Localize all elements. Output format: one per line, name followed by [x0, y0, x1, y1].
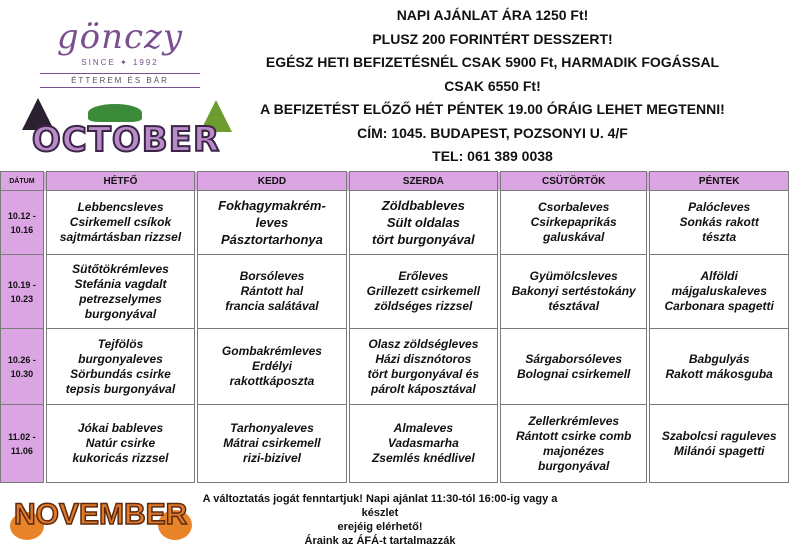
- menu-cell: [650, 191, 789, 255]
- menu-item-line: francia salátával: [225, 299, 319, 313]
- menu-item-line: burgonyaleves: [78, 351, 163, 366]
- header-thursday: CSÜTÖRTÖK: [500, 172, 646, 191]
- menu-item-line: Csirkemell csíkok: [69, 215, 172, 229]
- menu-item-line: tepsis burgonyával: [65, 381, 176, 396]
- weekly-menu-table: [0, 171, 789, 483]
- menu-item-line: tört burgonyával: [372, 232, 475, 247]
- menu-item-line: Milánói spagetti: [673, 443, 765, 458]
- menu-cell: [46, 405, 194, 483]
- menu-item-line: Erőleves: [398, 269, 449, 283]
- footer-note: [200, 492, 560, 548]
- menu-item-line: Tejfölös: [97, 336, 144, 351]
- menu-item-line: Házi disznótoros: [375, 351, 472, 366]
- menu-item-line: Alföldi: [700, 269, 738, 283]
- menu-item-line: sajtmártásban rizzsel: [59, 230, 182, 244]
- menu-item-line: Mátrai csirkemell: [223, 436, 321, 450]
- table-row: [1, 405, 789, 483]
- menu-item-line: Stefánia vagdalt: [74, 276, 167, 291]
- menu-item-line: Rántott hal: [240, 284, 304, 298]
- menu-item-line: Szabolcsi raguleves: [661, 428, 777, 443]
- menu-item-line: Carbonara spagetti: [664, 299, 774, 313]
- headline-address: CÍM: 1045. BUDAPEST, POZSONYI U. 4/F: [357, 124, 628, 141]
- logo-name: gönczy: [56, 17, 184, 57]
- logo-tagline: ÉTTEREM ÉS BÁR: [40, 73, 200, 88]
- header-tuesday: KEDD: [198, 172, 347, 191]
- menu-cell: [198, 405, 347, 483]
- headline-weekly-third: CSAK 6550 Ft!: [444, 77, 541, 94]
- week-date-text: 10.19 -: [7, 279, 36, 290]
- menu-cell: [500, 255, 646, 329]
- menu-cell: [349, 329, 497, 405]
- table-row: [1, 191, 789, 255]
- week-date-cell: [1, 405, 44, 483]
- menu-cell: [500, 191, 646, 255]
- menu-cell: [198, 191, 347, 255]
- week-date-text: 11.02 -: [8, 431, 36, 442]
- week-date-text: 11.06: [10, 445, 33, 456]
- header-friday: PÉNTEK: [650, 172, 789, 191]
- headline-payment-deadline: A BEFIZETÉST ELŐZŐ HÉT PÉNTEK 19.00 ÓRÁIG LEHET MEGTENNI!: [260, 101, 725, 117]
- header-date: DÁTUM: [1, 172, 44, 191]
- restaurant-logo: [40, 18, 200, 98]
- menu-item-line: Vadasmarha: [387, 436, 459, 450]
- menu-cell: [349, 255, 497, 329]
- week-date-cell: [1, 329, 44, 405]
- menu-item-line: Tarhonyaleves: [230, 421, 314, 435]
- menu-cell: [198, 329, 347, 405]
- menu-item-line: Babgulyás: [688, 351, 750, 366]
- headline-price: NAPI AJÁNLAT ÁRA 1250 Ft!: [396, 7, 589, 23]
- menu-item-line: Sonkás rakott: [679, 215, 759, 229]
- menu-item-line: Olasz zöldségleves: [368, 336, 479, 351]
- week-date-text: 10.26 -: [7, 354, 36, 365]
- headline-block: [200, 4, 785, 169]
- table-header-row: [1, 172, 789, 191]
- menu-item-line: Erdélyi: [251, 359, 292, 373]
- menu-item-line: Almaleves: [393, 421, 454, 435]
- menu-item-line: Zellerkrémleves: [528, 413, 620, 428]
- menu-item-line: Sörbundás csirke: [70, 366, 171, 381]
- table-row: [1, 329, 789, 405]
- week-date-text: 10.23: [10, 293, 34, 304]
- menu-item-line: zöldséges rizzsel: [374, 299, 473, 313]
- logo-since: SINCE ✦ 1992: [81, 58, 159, 67]
- menu-item-line: Zsemlés knédlivel: [371, 451, 475, 465]
- menu-cell: [349, 191, 497, 255]
- headline-dessert: PLUSZ 200 FORINTÉRT DESSZERT!: [372, 30, 613, 47]
- menu-item-line: burgonyával: [84, 306, 157, 321]
- table-row: [1, 255, 789, 329]
- week-date-text: 10.16: [10, 224, 34, 235]
- menu-item-line: Gyümölcsleves: [529, 269, 618, 283]
- menu-item-line: tészta: [702, 230, 737, 244]
- menu-item-line: Rántott csirke comb: [516, 428, 632, 443]
- menu-item-line: Pásztortarhonya: [221, 232, 323, 247]
- november-title: NOVEMBER: [14, 498, 188, 531]
- week-date-text: 10.12 -: [7, 210, 36, 221]
- week-date-text: 10.30: [10, 368, 34, 379]
- menu-cell: [650, 255, 789, 329]
- menu-cell: [500, 405, 646, 483]
- menu-item-line: Sárgaborsóleves: [525, 351, 623, 366]
- menu-cell: [46, 255, 194, 329]
- menu-item-line: Csirkepaprikás: [530, 215, 617, 229]
- november-banner: [8, 492, 198, 544]
- footer-line-2: erejéig elérhető!: [337, 521, 423, 533]
- menu-item-line: leves: [255, 215, 289, 230]
- menu-item-line: rizi-bizivel: [242, 451, 301, 465]
- menu-cell: [349, 405, 497, 483]
- menu-item-line: májgaluskaleves: [671, 284, 767, 298]
- menu-item-line: Lebbencsleves: [77, 200, 164, 214]
- header-wednesday: SZERDA: [349, 172, 497, 191]
- menu-item-line: Jókai bableves: [77, 421, 164, 435]
- menu-cell: [500, 329, 646, 405]
- headline-weekly: EGÉSZ HETI BEFIZETÉSNÉL CSAK 5900 Ft, HARMADIK FOGÁSSAL: [265, 54, 720, 70]
- menu-item-line: párolt káposztával: [370, 381, 476, 396]
- menu-cell: [198, 255, 347, 329]
- menu-item-line: tört burgonyával és: [367, 366, 480, 381]
- menu-item-line: burgonyával: [538, 458, 610, 473]
- week-date-cell: [1, 191, 44, 255]
- menu-item-line: Grillezett csirkemell: [366, 284, 481, 298]
- menu-item-line: petrezselymes: [79, 291, 162, 306]
- menu-cell: [46, 329, 194, 405]
- october-title: OCTOBER: [31, 120, 221, 160]
- menu-item-line: rakottkáposzta: [229, 374, 315, 388]
- menu-item-line: Natúr csirke: [85, 436, 156, 450]
- menu-item-line: Csorbaleves: [537, 200, 610, 214]
- menu-cell: [650, 405, 789, 483]
- headline-phone: TEL: 061 389 0038: [432, 148, 553, 164]
- menu-item-line: Sütőtökrémleves: [72, 261, 169, 276]
- menu-item-line: Gombakrémleves: [221, 344, 322, 358]
- menu-item-line: Rakott mákosguba: [665, 366, 773, 381]
- menu-item-line: Borsóleves: [239, 269, 305, 283]
- menu-item-line: Fokhagymakrém-: [218, 198, 326, 213]
- menu-item-line: kukoricás rizzsel: [72, 451, 169, 465]
- footer-line-3: Áraink az ÁFÁ-t tartalmazzák: [304, 535, 456, 547]
- menu-item-line: Palócleves: [688, 200, 751, 214]
- menu-cell: [46, 191, 194, 255]
- menu-item-line: Bakonyi sertéstokány: [511, 284, 636, 298]
- menu-item-line: tésztával: [548, 299, 600, 313]
- menu-cell: [650, 329, 789, 405]
- week-date-cell: [1, 255, 44, 329]
- menu-item-line: Sült oldalas: [386, 215, 460, 230]
- menu-item-line: majonézes: [543, 443, 605, 458]
- header-monday: HÉTFŐ: [46, 172, 194, 191]
- menu-item-line: Bolognai csirkemell: [516, 366, 631, 381]
- menu-item-line: galuskával: [542, 230, 605, 244]
- footer-line-1: A változtatás jogát fenntartjuk! Napi ajánlat 11:30-tól 16:00-ig vagy a készlet: [202, 493, 558, 519]
- menu-item-line: Zöldbableves: [381, 198, 465, 213]
